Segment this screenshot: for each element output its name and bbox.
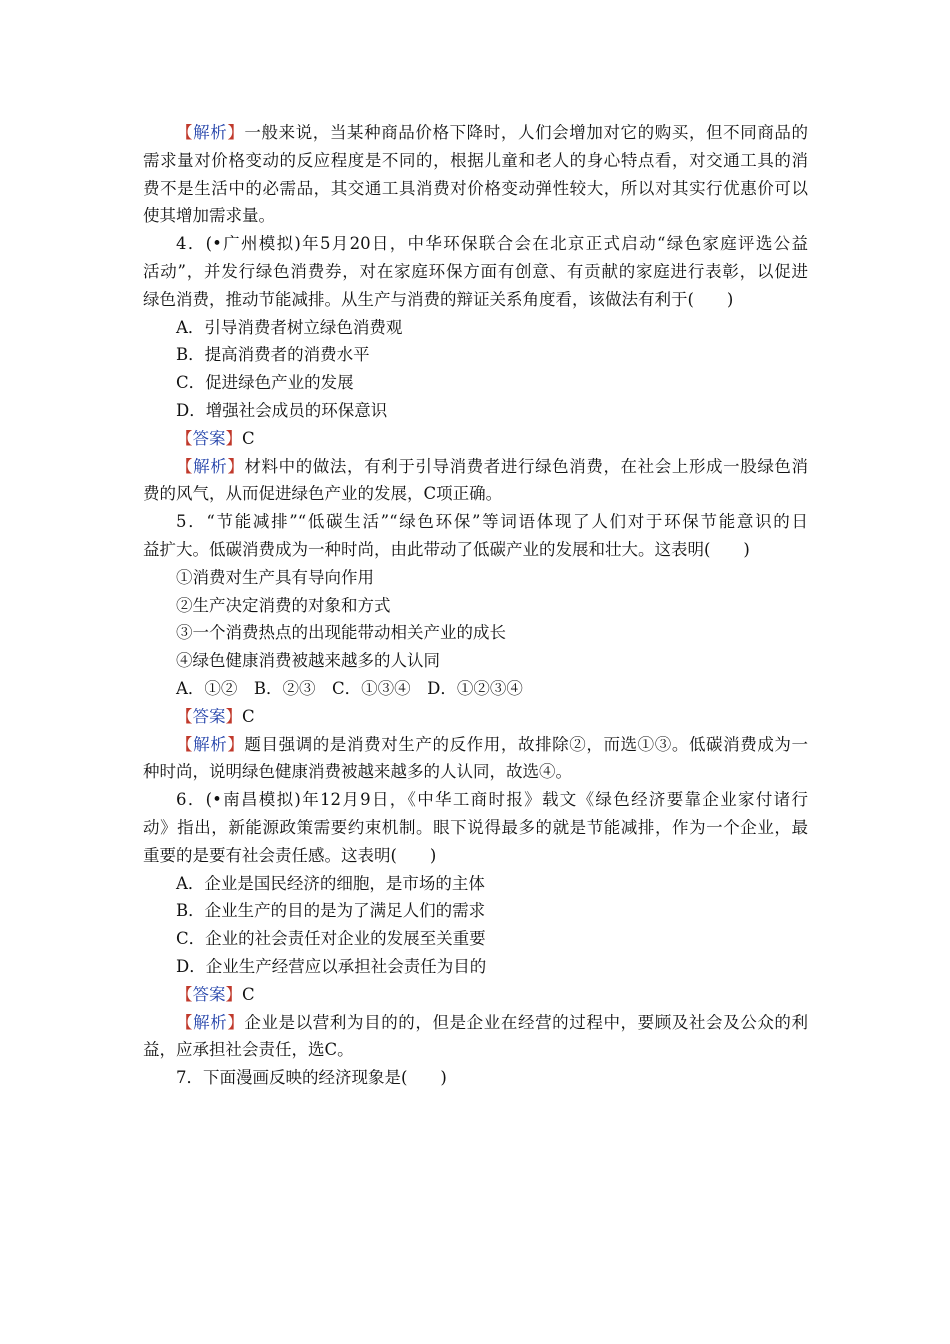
q4-stem-line-3: 绿色消费，推动节能减排。从生产与消费的辩证关系角度看，该做法有利于( ) [143,289,734,309]
q6-option-a: A．企业是国民经济的细胞，是市场的主体 [176,873,485,893]
q4-option-c: C．促进绿色产业的发展 [176,373,354,393]
q4-stem-line-2: 活动”，并发行绿色消费券，对在家庭环保方面有创意、有贡献的家庭进行表彰，以促进 [143,261,808,281]
q3-analysis-line-3: 费不是生活中的必需品，其交通工具消费对价格变动弹性较大，所以对其实行优惠价可以 [143,178,808,198]
q4-analysis-line-2: 费的风气，从而促进绿色产业的发展，C项正确。 [143,484,503,504]
q4-option-d: D．增强社会成员的环保意识 [176,400,388,420]
q4-answer: 【答案】C [176,428,255,448]
q4-option-b: B．提高消费者的消费水平 [176,345,370,365]
q5-item-2: ②生产决定消费的对象和方式 [176,595,391,615]
q5-item-4: ④绿色健康消费被越来越多的人认同 [176,651,440,671]
q5-stem-line-2: 益扩大。低碳消费成为一种时尚，由此带动了低碳产业的发展和壮大。这表明( ) [143,539,750,559]
q6-option-d: D．企业生产经营应以承担社会责任为目的 [176,956,487,976]
q6-stem-line-2: 动》指出，新能源政策需要约束机制。眼下说得最多的就是节能减排，作为一个企业，最 [143,817,808,837]
document-body [143,119,808,1092]
q5-stem-line-1: 5．“节能减排”“低碳生活”“绿色环保”等词语体现了人们对于环保节能意识的日 [176,512,808,532]
q5-choices: A．①② B．②③ C．①③④ D．①②③④ [176,678,523,698]
q6-option-b: B．企业生产的目的是为了满足人们的需求 [176,901,486,921]
q6-stem-line-1: 6．(•南昌模拟)年12月9日，《中华工商时报》载文《绿色经济要靠企业家付诸行 [176,790,808,810]
q6-analysis-line-1: 【解析】企业是以营利为目的的，但是企业在经营的过程中，要顾及社会及公众的利 [176,1012,809,1032]
answer-tag: 【答案】 [176,428,242,448]
q3-analysis-line-4: 使其增加需求量。 [143,206,275,226]
q4-stem-line-1: 4．(•广州模拟)年5月20日，中华环保联合会在北京正式启动“绿色家庭评选公益 [176,234,808,254]
q6-option-c: C．企业的社会责任对企业的发展至关重要 [176,929,486,949]
answer-tag: 【答案】 [176,706,242,726]
q3-analysis-line-1: 【解析】一般来说，当某种商品价格下降时，人们会增加对它的购买，但不同商品的 [176,123,809,142]
q6-answer: 【答案】C [176,984,255,1004]
q5-analysis-line-2: 种时尚，说明绿色健康消费被越来越多的人认同，故选④。 [143,762,572,782]
analysis-tag: 【解析】 [176,1012,245,1032]
analysis-tag: 【解析】 [176,734,245,754]
q4-option-a: A．引导消费者树立绿色消费观 [176,317,403,337]
q5-item-1: ①消费对生产具有导向作用 [176,567,374,587]
q3-analysis-line-2: 需求量对价格变动的反应程度是不同的，根据儿童和老人的身心特点看，对交通工具的消 [143,150,808,170]
answer-tag: 【答案】 [176,984,242,1004]
q5-analysis-line-1: 【解析】题目强调的是消费对生产的反作用，故排除②，而选①③。低碳消费成为一 [176,734,809,754]
q5-answer: 【答案】C [176,706,255,726]
analysis-tag: 【解析】 [176,123,245,142]
q7-stem-line-1: 7．下面漫画反映的经济现象是( ) [176,1068,447,1088]
analysis-tag: 【解析】 [176,456,245,476]
q6-stem-line-3: 重要的是要有社会责任感。这表明( ) [143,845,437,865]
q5-item-3: ③一个消费热点的出现能带动相关产业的成长 [176,623,506,643]
q4-analysis-line-1: 【解析】材料中的做法，有利于引导消费者进行绿色消费，在社会上形成一股绿色消 [176,456,809,476]
q6-analysis-line-2: 益，应承担社会责任，选C。 [143,1040,354,1060]
